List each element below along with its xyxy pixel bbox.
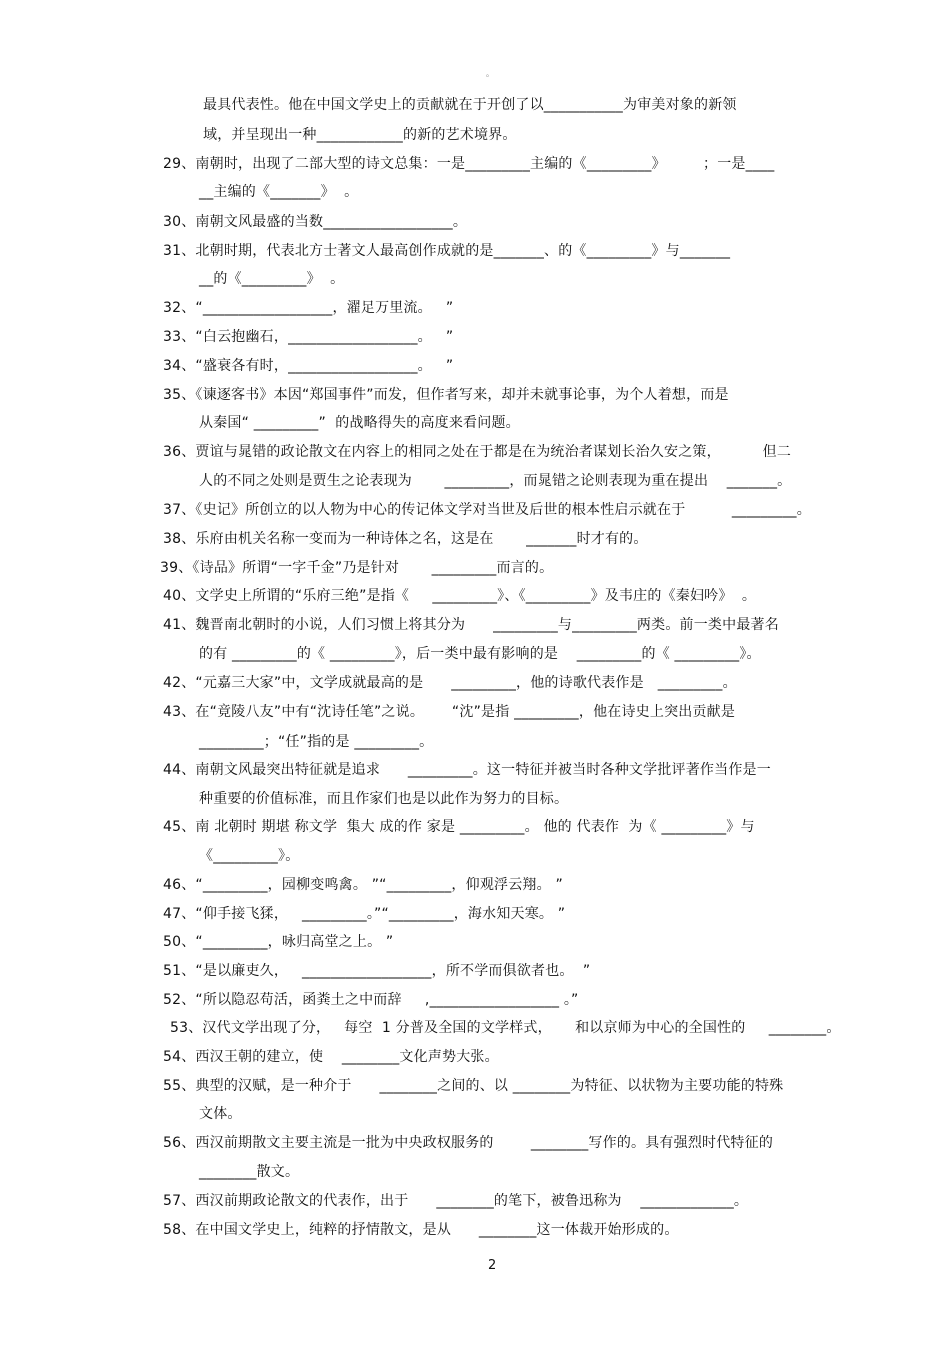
text-line: 41、魏晋南北朝时的小说，人们习惯上将其分为 _________与_________两类。前一类中最著名 bbox=[163, 617, 779, 633]
text-line: 56、西汉前期散文主要主流是一批为中央政权服务的 ________写作的。具有强烈时代特征的 bbox=[163, 1135, 774, 1151]
text-line: 58、在中国文学史上，纯粹的抒情散文，是从 ________这一体裁开始形成的。 bbox=[163, 1222, 679, 1238]
header-mark: 。 bbox=[486, 69, 494, 78]
text-line: 44、南朝文风最突出特征就是追求 _________。这一特征并被当时各种文学批评著作当作是一 bbox=[163, 762, 771, 778]
text-line: 种重要的价值标准，而且作家们也是以此作为努力的目标。 bbox=[199, 791, 569, 807]
text-line: 50、“_________，咏归高堂之上。 ” bbox=[163, 934, 394, 950]
text-line: 38、乐府由机关名称一变而为一种诗体之名，这是在 _______时才有的。 bbox=[163, 531, 648, 547]
text-line: 域，并呈现出一种____________的新的艺术境界。 bbox=[203, 127, 517, 143]
text-line: 54、西汉王朝的建立，使 ________文化声势大张。 bbox=[163, 1049, 499, 1065]
text-line: 57、西汉前期政论散文的代表作，出于 ________的笔下，被鲁迅称为 _____________。 bbox=[163, 1193, 749, 1209]
text-line: 32、“__________________，濯足万里流。 ” bbox=[163, 300, 454, 316]
text-line: 人的不同之处则是贾生之论表现为 _________，而晁错之论则表现为重在提出 _______。 bbox=[199, 473, 792, 489]
text-line: 33、“白云抱幽石，__________________。 ” bbox=[163, 329, 454, 345]
text-line: 43、在“竟陵八友”中有“沈诗任笔”之说。 “沈”是指 _________，他在诗史上突出贡献是 bbox=[163, 704, 736, 720]
text-line: 的有 _________的《 _________》，后一类中最有影响的是 _________的《 _________》。 bbox=[199, 646, 761, 662]
text-line: 31、北朝时期，代表北方士著文人最高创作成就的是_______、的《_________》与_______ bbox=[163, 243, 731, 259]
text-line: 30、南朝文风最盛的当数__________________。 bbox=[163, 214, 468, 230]
text-line: 42、“元嘉三大家”中，文学成就最高的是 _________，他的诗歌代表作是 _________。 bbox=[163, 675, 737, 691]
text-line: __的《_________》 。 bbox=[199, 271, 345, 287]
text-line: _________；“任”指的是 _________。 bbox=[199, 734, 434, 750]
text-line: 《_________》。 bbox=[199, 848, 300, 864]
text-line: 35、《谏逐客书》本因“郑国事件”而发，但作者写来，却并未就事论事，为个人着想，而是 bbox=[163, 387, 729, 403]
text-line: 53、汉代文学出现了分， 每空 1 分普及全国的文学样式， 和以京师为中心的全国性的 ________。 bbox=[170, 1020, 841, 1036]
text-line: 29、南朝时，出现了二部大型的诗文总集：一是_________主编的《_________》 ；一是____ bbox=[163, 156, 775, 172]
text-line: 47、“仰手接飞猱， _________。”“_________，海水知天寒。 ” bbox=[163, 906, 566, 922]
text-line: 文体。 bbox=[199, 1106, 242, 1122]
text-line: 39、《诗品》所谓“一字千金”乃是针对 _________而言的。 bbox=[160, 560, 554, 576]
text-line: ________散文。 bbox=[199, 1164, 300, 1180]
text-line: 46、“_________，园柳变鸣禽。 ”“_________，仰观浮云翔。 ” bbox=[163, 877, 563, 893]
text-line: 51、“是以廉吏久， __________________，所不学而俱欲者也。 ” bbox=[163, 963, 591, 979]
text-line: __主编的《_______》 。 bbox=[199, 184, 359, 200]
text-line: 34、“盛衰各有时，__________________。 ” bbox=[163, 358, 454, 374]
text-line: 40、文学史上所谓的“乐府三绝”是指《 _________》、《_________》及韦庄的《秦妇吟》 。 bbox=[163, 588, 757, 604]
page-number: 2 bbox=[488, 1258, 497, 1273]
text-line: 36、贾谊与晁错的政论散文在内容上的相同之处在于都是在为统治者谋划长治久安之策， 但二 bbox=[163, 444, 792, 460]
text-line: 55、典型的汉赋，是一种介于 ________之间的、以 ________为特征、以状物为主要功能的特殊 bbox=[163, 1078, 784, 1094]
text-line: 52、“所以隐忍苟活，函粪土之中而辞 ,__________________ 。” bbox=[163, 992, 579, 1008]
text-line: 45、南 北朝时 期堪 称文学 集大 成的作 家是 _________。 他的 代表作 为《 _________》与 bbox=[163, 819, 755, 835]
text-line: 最具代表性。他在中国文学史上的贡献就在于开创了以___________为审美对象的新领 bbox=[203, 97, 737, 113]
text-line: 从秦国“ _________” 的战略得失的高度来看问题。 bbox=[199, 415, 520, 431]
text-line: 37、《史记》所创立的以人物为中心的传记体文学对当世及后世的根本性启示就在于 _________。 bbox=[163, 502, 811, 518]
